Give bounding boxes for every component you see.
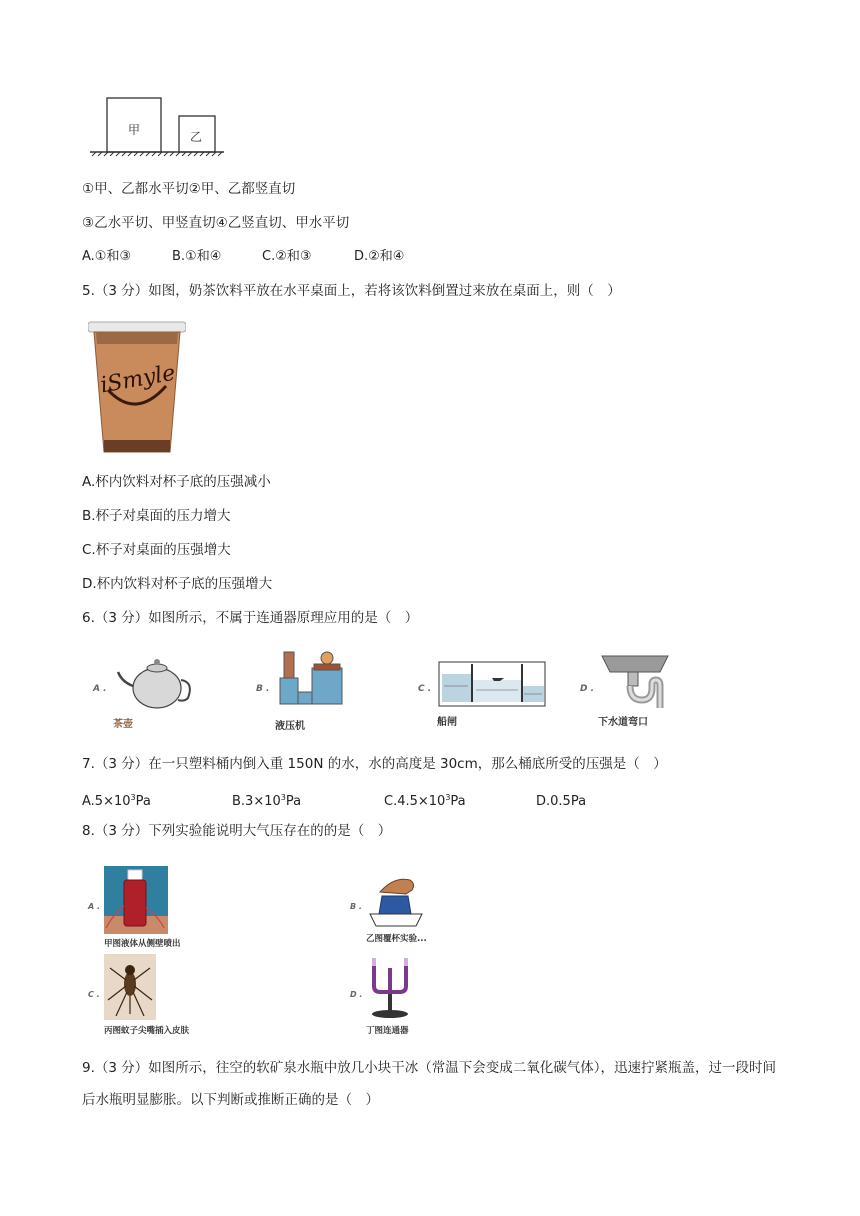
milk-tea-cup-image [88, 320, 186, 456]
q6-label-d: D . [580, 684, 595, 694]
blocks-figure [88, 94, 228, 158]
q8-caption-c: 丙图蚊子尖嘴插入皮肤 [104, 1026, 190, 1036]
q8-label-d: D . [350, 990, 363, 999]
q5-option-c[interactable]: C.杯子对桌面的压强增大 [82, 542, 231, 558]
q6-caption-a: 茶壶 [113, 719, 133, 730]
connected-vessel-image [366, 956, 416, 1020]
q6-stem: 6.（3 分）如图所示，不属于连通器原理应用的是（ ） [82, 610, 419, 626]
q4-option-d[interactable]: D.②和④ [354, 249, 405, 264]
q6-caption-b: 液压机 [275, 721, 305, 732]
mosquito-image [104, 954, 156, 1020]
q6-label-b: B . [256, 684, 270, 694]
q7-option-b[interactable]: $B.3\times 10^3Pa$ [232, 793, 302, 810]
q8-caption-a: 甲图液体从侧壁喷出 [104, 939, 181, 949]
q5-option-b[interactable]: B.杯子对桌面的压力增大 [82, 508, 231, 524]
q9-stem: 9.（3 分）如图所示，往空的软矿泉水瓶中放几小块干冰（常温下会变成二氧化碳气体），迅速拧紧瓶盖，过一段时间后水瓶明显膨胀。以下判断或推断正确的是（ ） [82, 1060, 777, 1108]
q6-label-a: A . [93, 684, 107, 694]
q4-options [82, 247, 404, 267]
q8-label-c: C . [88, 990, 100, 999]
sink-trap-image [600, 652, 670, 710]
q4-option-a[interactable]: A.①和③ [82, 249, 132, 264]
q4-line1: ①甲、乙都水平切②甲、乙都竖直切 [82, 181, 296, 197]
q4-line2: ③乙水平切、甲竖直切④乙竖直切、甲水平切 [82, 215, 350, 231]
block-jia-label: 甲 [128, 123, 141, 137]
q7-option-c[interactable]: $C.4.5\times 10^3Pa$ [384, 793, 466, 810]
q8-stem: 8.（3 分）下列实验能说明大气压存在的的是（ ） [82, 823, 392, 839]
ship-lock-image [438, 656, 548, 710]
q7-option-d[interactable]: D.0.5Pa [536, 794, 587, 810]
q5-option-a[interactable]: A.杯内饮料对杯子底的压强减小 [82, 474, 271, 490]
q4-option-b[interactable]: B.①和④ [172, 249, 222, 264]
overturned-cup-image [366, 870, 426, 928]
q8-caption-d: 丁图连通器 [366, 1026, 409, 1036]
q4-option-c[interactable]: C.②和③ [262, 249, 312, 264]
q5-stem: 5.（3 分）如图，奶茶饮料平放在水平桌面上，若将该饮料倒置过来放在桌面上，则（ ） [82, 283, 621, 299]
q8-caption-b: 乙图覆杯实验... [366, 934, 427, 944]
q7-stem: 7.（3 分）在一只塑料桶内倒入重 150N 的水，水的高度是 30cm，那么桶底所受的压强是（ ） [82, 756, 667, 772]
q7-options [82, 788, 586, 812]
block-yi-label: 乙 [190, 130, 203, 144]
teapot-image [116, 652, 196, 712]
cup-logo-text: iSmyle [98, 360, 178, 399]
liquid-spray-image [104, 866, 168, 934]
q6-label-c: C . [418, 684, 432, 694]
hydraulic-press-image [276, 648, 346, 714]
q5-option-d[interactable]: D.杯内饮料对杯子底的压强增大 [82, 576, 273, 592]
q8-label-a: A . [88, 902, 101, 911]
q6-caption-c: 船闸 [437, 717, 457, 728]
q6-caption-d: 下水道弯口 [598, 717, 648, 728]
q7-option-a[interactable]: $A.5\times 10^3Pa$ [82, 793, 151, 810]
q8-label-b: B . [350, 902, 362, 911]
